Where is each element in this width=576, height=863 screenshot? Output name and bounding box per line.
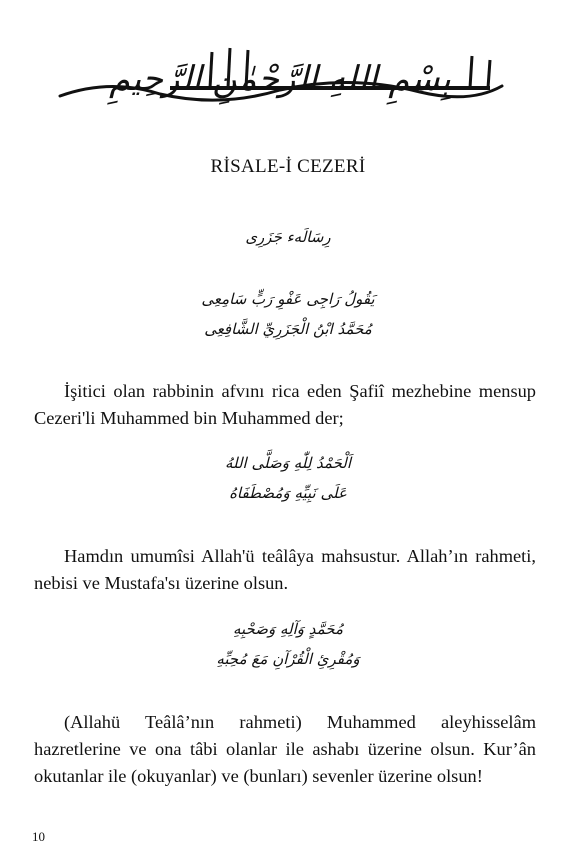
verse-line-5: مُحَمَّدٍ وَآلِهِ وَصَحْبِهِ (232, 620, 344, 638)
page-number: 10 (32, 829, 45, 844)
arabic-title: رِسَالَهء جَزَرِى (245, 228, 331, 246)
verse-line-2: مُحَمَّدُ ابْنُ الْجَزَرِيِّ الشَّافِعِى (204, 320, 372, 338)
basmala-text: بِسْمِ اللهِ الرَّحْمٰنِ الرَّحِيمِ (109, 59, 451, 99)
verse-line-6: وَمُقْرِئِ الْقُرْآنِ مَعَ مُحِبِّهِ (216, 650, 360, 668)
translation-paragraph-1: İşitici olan rabbinin afvını rica eden Şafiî mezhebine mensup Cezeri'li Muhammed bin Muhammed der; (34, 381, 536, 428)
verse-line-1: يَقُولُ رَاجِى عَفْوِ رَبٍّ سَامِعِى (201, 290, 375, 308)
verse-line-4: عَلَى نَبِيِّهِ وَمُصْطَفَاهُ (229, 484, 347, 502)
basmala-calligraphy (50, 38, 510, 120)
page-title: RİSALE-İ CEZERİ (210, 156, 366, 177)
translation-paragraph-3: (Allahü Teâlâ’nın rahmeti) Muhammed aleyhisselâm hazretlerine ve ona tâbi olanlar ile ashabı üzerine olsun. Kur’ân okutanlar ile (okuyanlar) ve (bunları) sevenler üzerine olsun! (34, 712, 536, 786)
verse-line-3: اَلْحَمْدُ لِلّٰهِ وَصَلَّى اللهُ (224, 454, 352, 472)
translation-paragraph-2: Hamdın umumîsi Allah'ü teâlâya mahsustur. Allah’ın rahmeti, nebisi ve Mustafa'sı üzerine olsun. (34, 546, 536, 593)
